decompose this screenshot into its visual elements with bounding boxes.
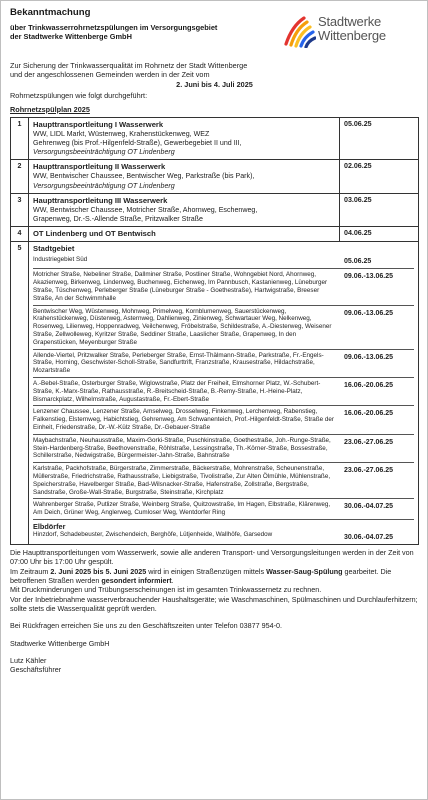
- section-title: Haupttransportleitung II Wasserwerk: [33, 162, 166, 172]
- footer-paragraph-appliances: Vor der Inbetriebnahme wasserverbrauchender Haushaltsgeräte; wie Waschmaschinen, Spülmaschinen und Durchlauferhitzern; sollte stets die Wasserqualität geprüft werden.: [10, 594, 418, 613]
- elbdoerfer-title: Elbdörfer: [33, 521, 66, 531]
- section-title: Stadtgebiet: [33, 244, 75, 254]
- district-row: [33, 350, 414, 378]
- district-streets: Motricher Straße, Nebeliner Straße, Dallminer Straße, Postliner Straße, Wohngebiet Nord, Ahornweg, Akazienweg, Birkenweg, Lindenweg, Buchenweg, Eichenweg, Im Pannbusch, Kastanienweg, Lüneburger Straße, Tüschenweg, Perleberger Straße (Lüneburger Straße - Goethestraße), Hartwigstraße, Breeser Straße, An der Schwimmhalle: [33, 271, 328, 302]
- district-date: 23.06.-27.06.25: [344, 467, 394, 475]
- district-streets: Bentwischer Weg, Wüstenweg, Mohnweg, Primelweg, Kornblumenweg, Sauerstückenweg, Krahenstückenweg, Düsterweg, Asternweg, Dahlienweg, Zinienweg, Schwartauer Weg, Nelkenweg, Rosenweg, Lilienweg, Hoppenradweg, Veilchenweg, Fröbelstraße, Schildestraße, A.-Diesterweg, Weisener Straße, Zellwolleweg, Kyritzer Straße, Seddiner Straße, Laaslicher Straße, Grapenweg, In den Grapenstücken, Meyenburger Straße: [33, 307, 332, 346]
- footer-contact: Bei Rückfragen erreichen Sie uns zu den Geschäftszeiten unter Telefon 03877 954-0.: [10, 621, 282, 631]
- district-streets: [33, 522, 344, 542]
- section-title: Haupttransportleitung III Wasserwerk: [33, 195, 168, 205]
- district-streets: Karlstraße, Packhofstraße, Bürgerstraße, Zimmerstraße, Bäckerstraße, Mohrenstraße, Scheunenstraße, Müllerstraße, Friedrichstraße, Rathausstraße, Liebigstraße, Tivolistraße, Zur Alten Ölmühle, Mühlenstraße, Speicherstraße, Havelberger Straße, Bad-Wilsnacker-Straße, Hafenstraße, Zollstraße, Bergstraße, Sandstraße, Große-Wall-Straße, Burgstraße, Steinstraße, Kirchplatz: [33, 465, 331, 496]
- elbdoerfer-villages: Hinzdorf, Schadebeuster, Zwischendeich, Berghöfe, Lütjenheide, Wallhöfe, Garsedow: [33, 530, 273, 538]
- district-streets: Wahrenberger Straße, Putlizer Straße, Weinberg Straße, Quitzowstraße, Im Hagen, Elbstraße, Klärenweg, Am Deich, Grüner Weg, Anglerweg, Cumloser Weg, Wentdorfer Ring: [33, 501, 331, 517]
- section-title: Haupttransportleitung I Wasserwerk: [33, 119, 164, 129]
- section-streets: WW, Bentwischer Chaussee, Bentwischer Weg, Parkstraße (bis Park),: [33, 172, 255, 181]
- section-streets: Grapenweg, Dr.-S.-Allende Straße, Pritzwalker Straße: [33, 215, 203, 224]
- section-number: 5: [11, 242, 29, 545]
- subtitle-line-2: der Stadtwerke Wittenberge GmbH: [10, 32, 132, 42]
- district-streets: Maybachstraße, Neuhausstraße, Maxim-Gorki-Straße, Puschkinstraße, Goethestraße, Joh.-Runge-Straße, Stein-Hardenberg-Straße, Beethovenstraße, Röhlstraße, Lessingstraße, Th.-Körner-Straße, Bossestraße, Schillerstraße, Nedwigstraße, Bürgermeister-Jahn-Straße, Bahnstraße: [33, 436, 331, 460]
- district-date: 23.06.-27.06.25: [344, 438, 394, 446]
- section-date: 02.06.25: [340, 160, 419, 193]
- table-row: [11, 117, 419, 160]
- section-title: OT Lindenberg und OT Bentwisch: [33, 229, 156, 239]
- subtitle-line-1: über Trinkwasserrohrnetzspülungen im Versorgungsgebiet: [10, 23, 218, 32]
- plan-title: Rohrnetzspülplan 2025: [10, 104, 90, 114]
- footer-paragraph-pressure: Mit Druckminderungen und Trübungserscheinungen ist im gesamten Trinkwassernetz zu rechnen.: [10, 585, 322, 595]
- district-date: 30.06.-04.07.25: [344, 503, 394, 511]
- intro-line-3: Rohrnetzspülungen wie folgt durchgeführt:: [10, 91, 148, 101]
- footer-paragraph-times: Die Haupttransportleitungen vom Wasserwerk, sowie alle anderen Transport- und Versorgungsleitungen werden in der Zeit von 07:00 Uhr bis 17:00 Uhr gespült.: [10, 548, 414, 567]
- section-note: Versorgungsbeeinträchtigung OT Lindenberg: [33, 181, 175, 190]
- district-streets: Lenzener Chaussee, Lenzener Straße, Amselweg, Drosselweg, Finkenweg, Lerchenweg, Rabenstieg, Falkenstieg, Elsternweg, Habichtstieg, Gehrenweg, Am Schwanenteich, Prof.-Hilgenfeldt-Straße, Straße der Einheit, Friedenstraße, Dr.-W.-Külz Straße, Dr.-Gebauer-Straße: [33, 408, 334, 431]
- table-row: [11, 160, 419, 193]
- section-date: 05.06.25: [340, 117, 419, 160]
- district-date: 09.06.-13.06.25: [344, 353, 394, 361]
- section-number: 4: [11, 227, 29, 242]
- district-row: [33, 406, 414, 434]
- section-streets: WW, Bentwischer Chaussee, Motricher Straße, Ahornweg, Eschenweg,: [33, 205, 258, 214]
- logo-mark-icon: [282, 14, 316, 48]
- section-date: 04.06.25: [340, 227, 419, 242]
- section-content: [29, 193, 340, 226]
- district-date: 09.06.-13.06.25: [344, 273, 394, 281]
- footer: [10, 548, 419, 674]
- district-row: [33, 463, 414, 499]
- district-row: [33, 520, 414, 544]
- intro-line-2: und der angeschlossenen Gemeinden werden in der Zeit vom: [10, 70, 210, 80]
- section-streets: WW, LIDL Markt, Wüstenweg, Krahenstückenweg, WEZ: [33, 129, 210, 138]
- table-row: [11, 242, 419, 545]
- intro: [10, 61, 419, 101]
- signer-role: Geschäftsführer: [10, 665, 62, 675]
- date-range: 2. Juni bis 4. Juli 2025: [176, 79, 253, 89]
- district-streets: Industriegebiet Süd: [33, 256, 88, 264]
- signer-name: Lutz Kähler: [10, 655, 47, 665]
- section-note: Versorgungsbeeinträchtigung OT Lindenberg: [33, 148, 175, 157]
- district-row: [33, 254, 414, 269]
- stadtgebiet-block: [29, 242, 418, 544]
- district-date: 09.06.-13.06.25: [344, 309, 394, 317]
- district-row: [33, 499, 414, 520]
- logo-text: Stadtwerke Wittenberge: [318, 14, 386, 43]
- section-streets: Gehrenweg (bis Prof.-Hilgenfeld-Straße), Gewerbegebiet II und III,: [33, 139, 242, 148]
- footer-paragraph-suction: Im Zeitraum 2. Juni 2025 bis 5. Juni 2025 wird in einigen Straßenzügen mittels Wasser-Saug-Spülung gearbeitet. Die betroffenen Straßen werden gesondert informiert.: [10, 566, 392, 586]
- page-title: Bekanntmachung: [10, 7, 91, 18]
- section-number: 3: [11, 193, 29, 226]
- district-date: 05.06.25: [344, 258, 372, 266]
- table-row: [11, 193, 419, 226]
- district-row: [33, 378, 414, 406]
- header: [10, 7, 419, 59]
- district-row: [33, 269, 414, 305]
- section-content: [29, 242, 419, 545]
- flushing-plan-table: [10, 117, 419, 545]
- footer-company: Stadtwerke Wittenberge GmbH: [10, 638, 110, 648]
- section-number: 1: [11, 117, 29, 160]
- section-content: [29, 117, 340, 160]
- district-date: 16.06.-20.06.25: [344, 410, 394, 418]
- district-streets: A.-Bebel-Straße, Osterburger Straße, Wiglowstraße, Platz der Freiheit, Elmshorner Platz, W.-Schubert-Straße, K.-Marx-Straße, Rathausstraße, R.-Breitscheid-Straße, B.-Remy-Straße, H.-Heine-Platz, Bismarckplatz, Wilhelmstraße, Augustastraße, Fr.-Ebert-Straße: [33, 380, 321, 403]
- section-number: 2: [11, 160, 29, 193]
- district-date: 16.06.-20.06.25: [344, 382, 394, 390]
- district-date: 30.06.-04.07.25: [344, 533, 394, 541]
- table-row: [11, 227, 419, 242]
- district-row: [33, 435, 414, 463]
- district-streets: Allende-Viertel, Pritzwalker Straße, Perleberger Straße, Ernst-Thälmann-Straße, Parkstraße, Fr.-Engels-Straße, Horning, Geschwister-Scholl-Straße, Sandfurttrift, Franzstraße, Krausestraße, Hildachstraße, Mozartstraße: [33, 351, 324, 375]
- section-content: [29, 160, 340, 193]
- section-date: 03.06.25: [340, 193, 419, 226]
- section-content: [29, 227, 340, 242]
- stadtwerke-logo: [282, 10, 417, 56]
- intro-line-1: Zur Sicherung der Trinkwasserqualität im Rohrnetz der Stadt Wittenberge: [10, 61, 248, 70]
- district-row: [33, 306, 414, 350]
